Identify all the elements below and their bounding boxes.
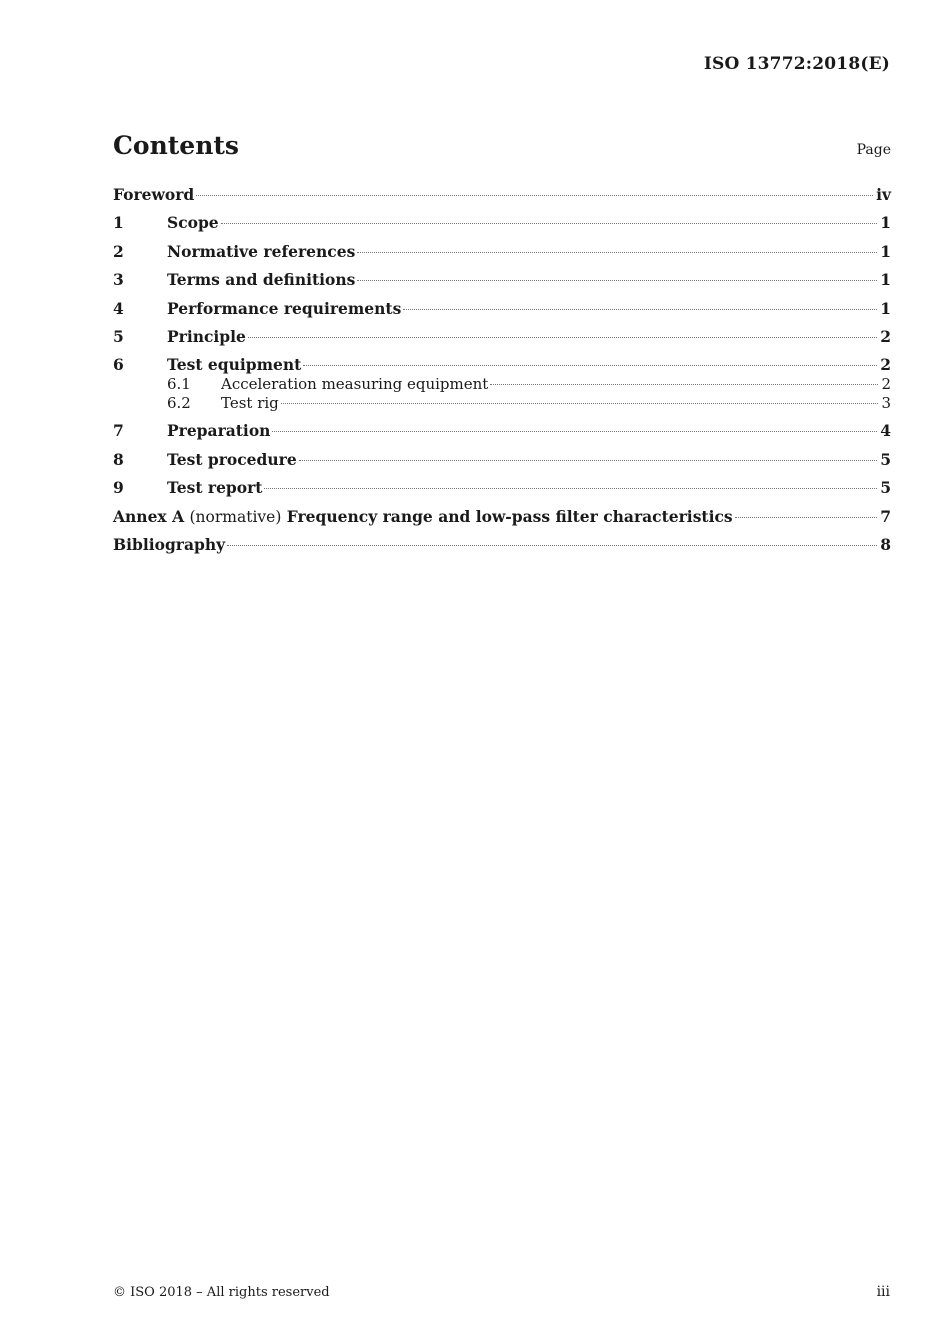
annex-label: Annex A [113, 506, 185, 526]
dot-leader [299, 460, 878, 461]
toc-title: Preparation [167, 421, 271, 441]
dot-leader [264, 488, 877, 489]
toc-title: Test procedure [167, 449, 297, 469]
toc-entry-principle[interactable] [113, 327, 891, 355]
toc-entry-bibliography[interactable] [113, 535, 891, 563]
toc-title: Performance requirements [167, 298, 402, 318]
toc-page: 1 [880, 213, 891, 233]
toc-page: 4 [880, 421, 891, 441]
toc-title: Bibliography [113, 534, 226, 554]
toc-page: 1 [880, 298, 891, 318]
dot-leader [357, 252, 877, 253]
toc-entry-normative-references[interactable] [113, 242, 891, 270]
toc-page: 5 [880, 478, 891, 498]
toc-title: Normative references [167, 241, 356, 261]
toc-page: 1 [880, 270, 891, 290]
toc-page: 7 [880, 506, 891, 526]
dot-leader [403, 309, 877, 310]
toc-entry-test-procedure[interactable] [113, 450, 891, 478]
toc-entry-annex-a[interactable] [113, 507, 891, 535]
table-of-contents [113, 185, 891, 563]
dot-leader [221, 223, 878, 224]
toc-title: Principle [167, 326, 246, 346]
toc-number: 4 [113, 298, 124, 318]
toc-title: Test rig [221, 394, 279, 413]
toc-page: iv [876, 185, 891, 204]
toc-number: 6 [113, 355, 124, 375]
toc-title: Foreword [113, 185, 195, 204]
contents-heading: Contents [113, 131, 240, 160]
dot-leader [227, 545, 877, 546]
toc-number: 1 [113, 213, 124, 233]
dot-leader [272, 431, 877, 432]
toc-subentry-acceleration-measuring-equipment[interactable] [113, 375, 891, 394]
toc-entry-test-equipment[interactable] [113, 355, 891, 375]
toc-page: 2 [880, 355, 891, 375]
toc-number: 3 [113, 270, 124, 290]
toc-title: Frequency range and low-pass filter characteristics [286, 506, 733, 526]
copyright-notice: © ISO 2018 – All rights reserved [113, 1285, 330, 1300]
toc-page: 2 [881, 375, 891, 394]
toc-title: Terms and definitions [167, 270, 356, 290]
toc-title: Test report [167, 478, 263, 498]
toc-title: Scope [167, 213, 219, 233]
toc-number: 8 [113, 449, 124, 469]
dot-leader [735, 517, 878, 518]
dot-leader [303, 365, 877, 366]
dot-leader [281, 403, 879, 404]
toc-title: Acceleration measuring equipment [221, 375, 489, 394]
toc-page: 2 [880, 326, 891, 346]
document-code: ISO 13772:2018(E) [703, 54, 890, 74]
dot-leader [196, 195, 873, 196]
toc-number: 2 [113, 241, 124, 261]
toc-entry-test-report[interactable] [113, 478, 891, 506]
toc-entry-scope[interactable] [113, 213, 891, 241]
toc-entry-terms-definitions[interactable] [113, 270, 891, 298]
toc-number: 5 [113, 326, 124, 346]
toc-entry-preparation[interactable] [113, 421, 891, 449]
page-number: iii [876, 1284, 890, 1300]
dot-leader [490, 384, 878, 385]
page-column-label: Page [856, 142, 891, 158]
toc-number: 6.2 [167, 394, 191, 413]
toc-page: 5 [880, 449, 891, 469]
toc-page: 8 [880, 534, 891, 554]
dot-leader [248, 337, 877, 338]
toc-number: 9 [113, 478, 124, 498]
toc-title: Test equipment [167, 355, 302, 375]
toc-page: 3 [881, 394, 891, 413]
toc-subentry-test-rig[interactable] [113, 394, 891, 421]
toc-number: 7 [113, 421, 124, 441]
toc-entry-performance-requirements[interactable] [113, 299, 891, 327]
dot-leader [357, 280, 877, 281]
toc-entry-foreword[interactable] [113, 185, 891, 213]
toc-number: 6.1 [167, 375, 191, 394]
annex-type: (normative) [189, 507, 282, 526]
toc-page: 1 [880, 241, 891, 261]
